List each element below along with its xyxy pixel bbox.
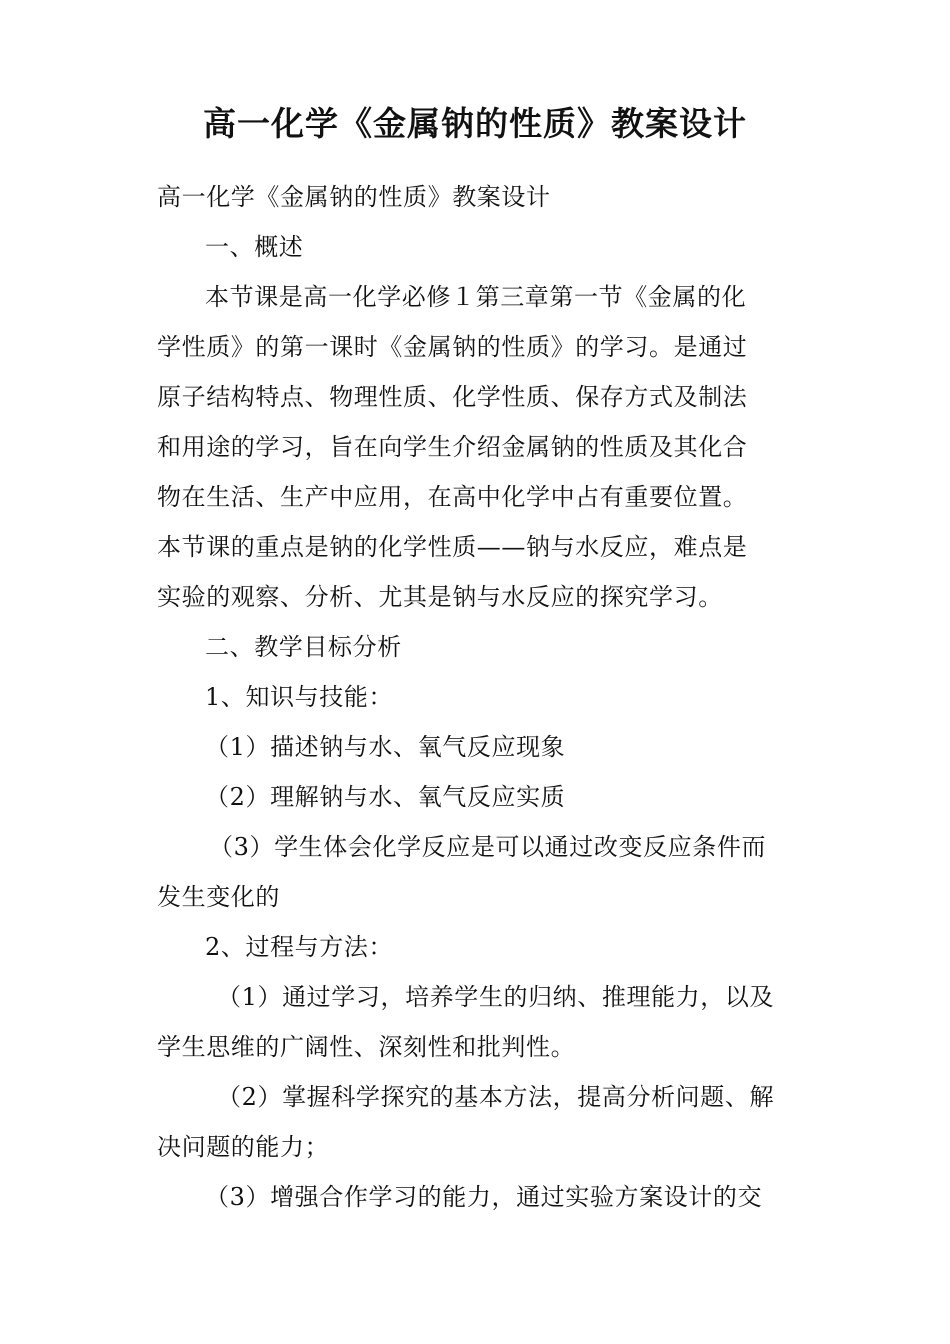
overview-line: 实验的观察、分析、尤其是钠与水反应的探究学习。 <box>157 583 723 611</box>
section-heading-objectives: 二、教学目标分析 <box>205 633 402 661</box>
document-body <box>157 172 787 1222</box>
process-item-continuation: 学生思维的广阔性、深刻性和批判性。 <box>157 1033 576 1061</box>
knowledge-item: （1）描述钠与水、氧气反应现象 <box>205 733 566 761</box>
knowledge-item-continuation: 发生变化的 <box>157 883 280 911</box>
overview-line: 原子结构特点、物理性质、化学性质、保存方式及制法 <box>157 383 748 411</box>
overview-line: 本节课是高一化学必修１第三章第一节《金属的化 <box>205 283 747 311</box>
section-heading-overview: 一、概述 <box>205 233 304 261</box>
subheading-process: 2、过程与方法： <box>205 933 394 961</box>
process-item-continuation: 决问题的能力； <box>157 1133 330 1161</box>
overview-line: 和用途的学习，旨在向学生介绍金属钠的性质及其化合 <box>157 433 748 461</box>
overview-line: 学性质》的第一课时《金属钠的性质》的学习。是通过 <box>157 333 748 361</box>
subheading-knowledge: 1、知识与技能： <box>205 683 394 711</box>
overview-line: 物在生活、生产中应用，在高中化学中占有重要位置。 <box>157 483 748 511</box>
process-item: （2）掌握科学探究的基本方法，提高分析问题、解 <box>217 1083 775 1111</box>
document-title: 高一化学《金属钠的性质》教案设计 <box>203 104 747 143</box>
process-item: （1）通过学习，培养学生的归纳、推理能力，以及 <box>217 983 775 1011</box>
overview-line: 本节课的重点是钠的化学性质——钠与水反应，难点是 <box>157 533 748 561</box>
knowledge-item: （3）学生体会化学反应是可以通过改变反应条件而 <box>209 833 767 861</box>
knowledge-item: （2）理解钠与水、氧气反应实质 <box>205 783 566 811</box>
process-item: （3）增强合作学习的能力，通过实验方案设计的交 <box>205 1183 763 1211</box>
document-subtitle: 高一化学《金属钠的性质》教案设计 <box>157 183 551 211</box>
